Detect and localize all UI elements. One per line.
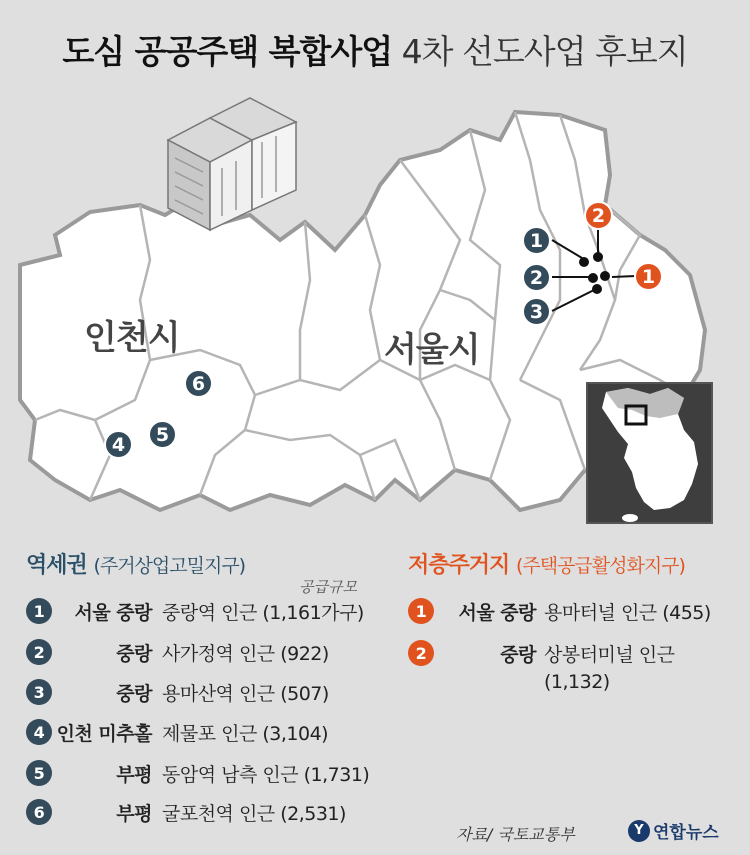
item-region: 중랑 xyxy=(116,682,152,705)
item-location-block xyxy=(544,640,675,693)
item-location: 제물포 인근 (3,104) xyxy=(162,722,329,745)
item-location: 사가정역 인근 (922) xyxy=(162,642,329,665)
building-illustration xyxy=(168,98,296,230)
korea-inset-map xyxy=(586,382,713,524)
map-marker-station-4[interactable]: 4 xyxy=(104,430,133,459)
station-item xyxy=(26,758,369,788)
map-marker-station-5[interactable]: 5 xyxy=(148,420,177,449)
item-location: 굴포천역 인근 (2,531) xyxy=(162,802,346,825)
station-subtitle: (주거상업고밀지구) xyxy=(93,555,246,577)
lowrise-subtitle: (주택공급활성화지구) xyxy=(515,555,685,577)
item-number-icon: 2 xyxy=(26,639,52,665)
source-credit: 자료/ 국토교통부 xyxy=(456,825,575,844)
map-marker-lowrise-2[interactable]: 2 xyxy=(584,201,613,230)
item-number-icon: 5 xyxy=(26,760,52,786)
yonhap-logo-text: 연합뉴스 xyxy=(653,823,719,843)
lowrise-title: 저층주거지 xyxy=(408,553,510,578)
item-region: 서울 중랑 xyxy=(458,602,536,624)
lowrise-item xyxy=(408,640,675,693)
item-number-icon: 1 xyxy=(26,598,52,624)
map-marker-station-3[interactable]: 3 xyxy=(522,297,551,326)
item-number-icon: 6 xyxy=(26,799,52,825)
station-item xyxy=(26,637,329,667)
item-number-icon: 4 xyxy=(26,719,52,745)
item-number-icon: 2 xyxy=(408,640,434,666)
item-location: 용마터널 인근 (455) xyxy=(544,602,711,624)
map-marker-station-2[interactable]: 2 xyxy=(522,263,551,292)
item-region: 부평 xyxy=(116,802,152,825)
item-location: 동암역 남측 인근 (1,731) xyxy=(162,763,370,786)
item-region: 인천 미추홀 xyxy=(56,722,152,745)
map-marker-lowrise-1[interactable]: 1 xyxy=(634,262,663,291)
item-location: 중랑역 인근 (1,161가구) xyxy=(162,601,364,624)
title-bold: 도심 공공주택 복합사업 xyxy=(62,32,393,71)
label-incheon: 인천시 xyxy=(84,318,180,358)
station-item xyxy=(26,596,364,626)
item-region: 중랑 xyxy=(116,642,152,665)
station-item xyxy=(26,717,328,747)
section-title-lowrise xyxy=(408,548,685,579)
yonhap-logo xyxy=(628,818,719,843)
item-number-icon: 1 xyxy=(408,598,434,624)
label-seoul: 서울시 xyxy=(384,330,480,370)
item-number-icon: 3 xyxy=(26,679,52,705)
title-light: 4차 선도사업 후보지 xyxy=(401,32,688,71)
supply-scale-note: 공급규모 xyxy=(299,578,357,596)
yonhap-globe-icon: Y xyxy=(628,820,650,842)
map-marker-station-6[interactable]: 6 xyxy=(184,369,213,398)
station-item xyxy=(26,677,329,707)
station-item xyxy=(26,797,346,827)
item-location-count: (1,132) xyxy=(544,671,610,693)
item-region: 중랑 xyxy=(500,644,536,666)
item-location: 상봉터미널 인근 xyxy=(544,644,675,666)
item-region: 부평 xyxy=(116,763,152,786)
korea-peninsula-shape xyxy=(588,384,713,524)
item-region: 서울 중랑 xyxy=(74,601,152,624)
map-marker-station-1[interactable]: 1 xyxy=(522,226,551,255)
item-location: 용마산역 인근 (507) xyxy=(162,682,329,705)
station-title: 역세권 xyxy=(26,553,87,578)
section-title-station xyxy=(26,548,245,579)
lowrise-item xyxy=(408,598,711,625)
